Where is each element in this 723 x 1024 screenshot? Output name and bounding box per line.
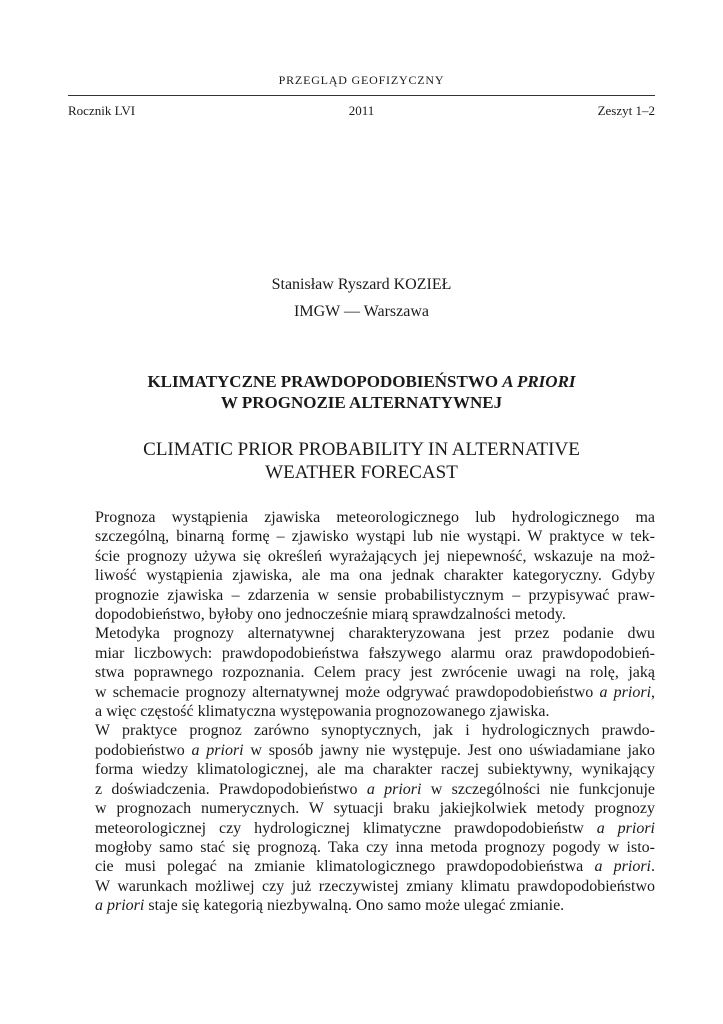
paragraph-2: [68, 624, 655, 721]
title-english-line-1: CLIMATIC PRIOR PROBABILITY IN ALTERNATIVE: [143, 439, 580, 460]
title-polish-line-1: KLIMATYCZNE PRAWDOPODOBIEŃSTWO A PRIORI: [147, 372, 576, 391]
text-line: w prognozach numerycznych. W sytuacji braku jakiejkolwiek metody prognozy: [95, 800, 655, 818]
text-line: liwość wystąpienia zjawiska, ale ma ona jednak charakter kategoryczny. Gdyby: [95, 567, 655, 585]
text-line: stwa poprawnego rozpoznania. Celem pracy jest zwrócenie uwagi na rolę, jaką: [95, 664, 655, 682]
text-line: a priori staje się kategorią niezbywalną. Ono samo może ulegać zmianie.: [95, 897, 565, 915]
title-english: [0, 438, 723, 484]
volume-label: Rocznik LVI: [68, 103, 136, 118]
text-line: podobieństwo a priori w sposób jawny nie występuje. Jest ono uświadamiane jako: [95, 741, 656, 759]
text-line: Prognoza wystąpienia zjawiska meteorologicznego lub hydrologicznego ma: [95, 509, 655, 526]
paragraph-1: [68, 508, 655, 624]
affiliation: IMGW — Warszawa: [294, 303, 429, 320]
text-line: Metodyka prognozy alternatywnej charakteryzowana jest przez podanie dwu: [95, 625, 655, 643]
text-line: meteorologicznej czy hydrologicznej klimatyczne prawdopodobieństw a priori: [95, 819, 656, 837]
author-name: Stanisław Ryszard KOZIEŁ: [271, 276, 452, 293]
text-line: prognozie zjawiska – zdarzenia w sensie probabilistycznym – przypisywać praw-: [95, 586, 655, 604]
text-line: mogłoby samo stać się prognozą. Taka czy inna metoda prognozy pogody w isto-: [95, 838, 655, 856]
year-label: 2011: [348, 103, 375, 118]
text-line: z doświadczenia. Prawdopodobieństwo a priori w szczególności nie funkcjonuje: [95, 780, 656, 798]
header-rule: [68, 95, 655, 96]
text-line: w schemacie prognozy alternatywnej może odgrywać prawdopodobieństwo a priori,: [95, 683, 656, 701]
text-line: miar liczbowych: prawdopodobieństwa fałszywego alarmu oraz prawdopodobień-: [95, 644, 655, 662]
text-line: a więc częstość klimatyczna występowania prognozowanego zjawiska.: [95, 703, 550, 721]
article-body: [68, 508, 655, 916]
text-line: dopodobieństwo, byłoby ono jednocześnie miarą sprawdzalności metody.: [95, 606, 566, 624]
text-line: W praktyce prognoz zarówno synoptycznych, jak i hydrologicznych prawdo-: [95, 722, 655, 740]
text-line: ście prognozy używa się określeń wyrażających jej niepewność, wskazuje na moż-: [95, 547, 655, 565]
text-line: cie musi polegać na zmianie klimatologicznego prawdopodobieństwa a priori.: [95, 858, 655, 876]
journal-name: PRZEGLĄD GEOFIZYCZNY: [278, 73, 445, 87]
text-line: W warunkach możliwej czy już rzeczywistej zmiany klimatu prawdopodobieństwo: [95, 877, 655, 895]
text-line: szczególną, binarną formę – zjawisko wystąpi lub nie wystąpi. W praktyce w tek-: [95, 528, 655, 546]
title-english-line-2: WEATHER FORECAST: [265, 462, 458, 483]
title-polish-line-2: W PROGNOZIE ALTERNATYWNEJ: [220, 393, 503, 412]
text-line: forma wiedzy klimatologicznej, ale ma charakter raczej subiektywny, wynikający: [95, 761, 655, 779]
paragraph-3: [68, 721, 655, 915]
title-polish: [0, 371, 723, 413]
issue-label: Zeszyt 1–2: [597, 103, 655, 118]
